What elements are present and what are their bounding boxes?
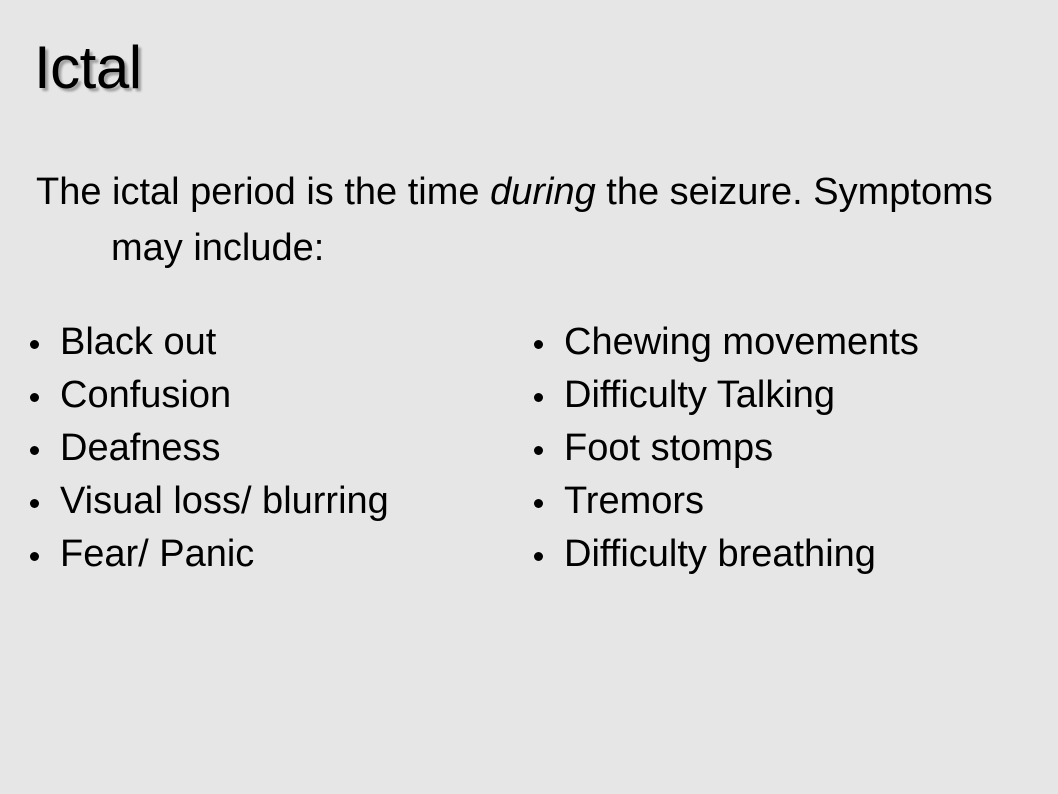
bullet-icon [30, 393, 39, 402]
list-item [534, 528, 919, 581]
list-item [30, 316, 389, 369]
bullet-icon [534, 393, 543, 402]
list-item-label: Fear/ Panic [60, 533, 255, 575]
list-item [534, 369, 919, 422]
list-item [534, 316, 919, 369]
list-item-label: Difficulty Talking [564, 374, 836, 416]
intro-text-after: the seizure. Symptoms may include: [111, 171, 993, 269]
list-item-label: Foot stomps [564, 427, 774, 469]
bullet-icon [534, 552, 543, 561]
list-item [30, 475, 389, 528]
bullet-icon [30, 499, 39, 508]
list-item-label: Visual loss/ blurring [60, 480, 389, 522]
bullet-icon [534, 499, 543, 508]
list-item [534, 475, 919, 528]
bullet-icon [30, 340, 39, 349]
intro-paragraph [36, 164, 1036, 276]
bullet-icon [534, 446, 543, 455]
intro-emphasis: during [490, 171, 596, 213]
slide-title: Ictal [34, 34, 142, 101]
symptom-list-right [534, 316, 919, 581]
list-item-label: Chewing movements [564, 321, 919, 363]
bullet-icon [30, 552, 39, 561]
list-item-label: Tremors [564, 480, 705, 522]
intro-text-before: The ictal period is the time [36, 171, 491, 213]
list-item [30, 369, 389, 422]
list-item [30, 528, 389, 581]
bullet-icon [534, 340, 543, 349]
list-item-label: Black out [60, 321, 217, 363]
list-item-label: Difficulty breathing [564, 533, 876, 575]
list-item-label: Confusion [60, 374, 232, 416]
symptom-list-left [30, 316, 389, 581]
list-item [534, 422, 919, 475]
bullet-icon [30, 446, 39, 455]
list-item-label: Deafness [60, 427, 221, 469]
list-item [30, 422, 389, 475]
